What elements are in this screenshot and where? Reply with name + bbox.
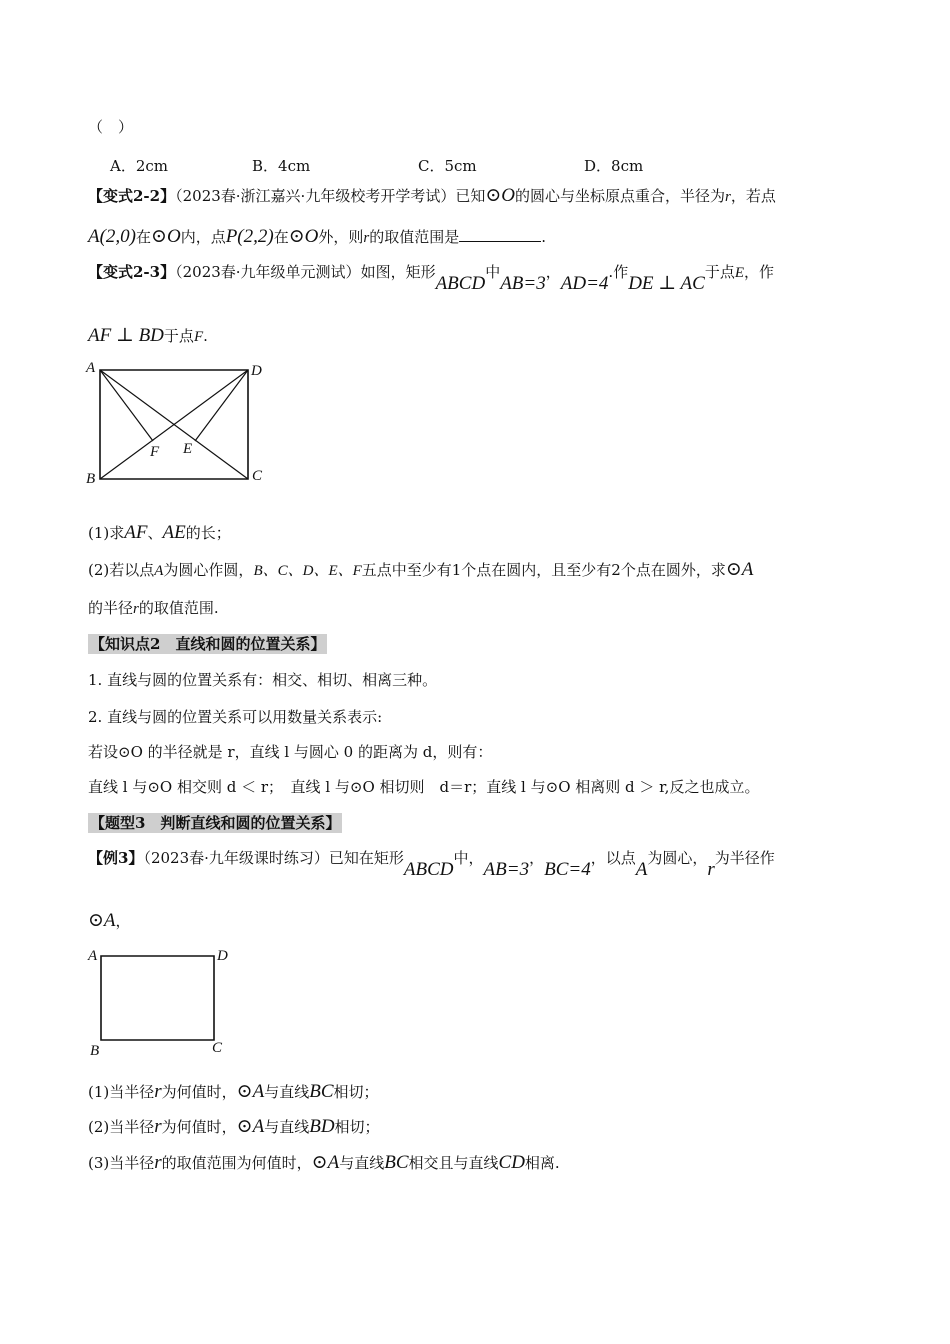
label-b2: B [90, 1043, 100, 1059]
question-type-3-title: 【题型3 判断直线和圆的位置关系】 [90, 814, 341, 832]
variant-2-3-q2-line2: 的半径r的取值范围. [88, 599, 219, 617]
variant-2-3-line2: AF ⊥ BD于点F. [88, 325, 208, 346]
rectangle-figure-1 [80, 355, 280, 490]
example-3-q1: (1)当半径r为何值时，⊙A与直线BC相切； [88, 1081, 379, 1102]
label-d2: D [217, 948, 228, 964]
knowledge-line-1: 1. 直线与圆的位置关系有：相交、相切、相离三种。 [88, 671, 438, 689]
variant-2-3-line1: 【变式2-3】（2023春·九年级单元测试）如图，矩形ABCD中AB=3，AD=4.作DE ⊥ AC于点E，作 [88, 263, 775, 294]
option-b: B．4cm [252, 157, 311, 175]
knowledge-point-2-title: 【知识点2 直线和圆的位置关系】 [90, 635, 326, 653]
answer-blank [459, 227, 541, 242]
option-a: A．2cm [110, 157, 169, 175]
label-c: C [252, 468, 263, 484]
option-d: D．8cm [584, 157, 644, 175]
example-3-q3: (3)当半径r的取值范围为何值时，⊙A与直线BC相交且与直线CD相离. [88, 1152, 560, 1173]
segment-af [100, 370, 153, 441]
rectangle-figure-2 [80, 940, 240, 1060]
example-3-line2: ⊙A， [88, 910, 131, 931]
label-c2: C [212, 1040, 223, 1056]
label-a2: A [88, 948, 98, 964]
variant-2-2-line1: 【变式2-2】（2023春·浙江嘉兴·九年级校考开学考试）已知⊙O的圆心与坐标原点重合，半径为r，若点 [88, 185, 776, 206]
option-c: C．5cm [418, 157, 477, 175]
answer-paren: （ ） [88, 118, 134, 136]
variant-2-3-q1: (1)求AF、AE的长； [88, 522, 231, 543]
label-a: A [86, 360, 96, 376]
label-d: D [251, 363, 262, 379]
rect-abcd-2 [101, 956, 214, 1040]
knowledge-line-4: 直线 l 与⊙O 相交则 d ＜ r； 直线 l 与⊙O 相切则 d＝r；直线 l 与⊙O 相离则 d ＞ r,反之也成立。 [88, 778, 760, 796]
variant-2-3-q2-line1: (2)若以点A为圆心作圆，B、C、D、E、F五点中至少有1个点在圆内，且至少有2个点在圆外，求⊙A [88, 559, 754, 580]
example-3-line1: 【例3】（2023春·九年级课时练习）已知在矩形ABCD中，AB=3，BC=4，以点A为圆心，r为半径作 [88, 849, 775, 880]
knowledge-line-3: 若设⊙O 的半径就是 r，直线 l 与圆心 0 的距离为 d，则有： [88, 743, 493, 761]
label-f: F [150, 444, 160, 460]
label-e: E [183, 441, 193, 457]
example-3-q2: (2)当半径r为何值时，⊙A与直线BD相切； [88, 1116, 380, 1137]
label-b: B [86, 471, 96, 487]
variant-2-2-line2: A(2,0)在⊙O内，点P(2,2)在⊙O外，则r的取值范围是 . [88, 226, 547, 247]
knowledge-line-2: 2. 直线与圆的位置关系可以用数量关系表示: [88, 708, 383, 726]
segment-de [195, 370, 248, 441]
